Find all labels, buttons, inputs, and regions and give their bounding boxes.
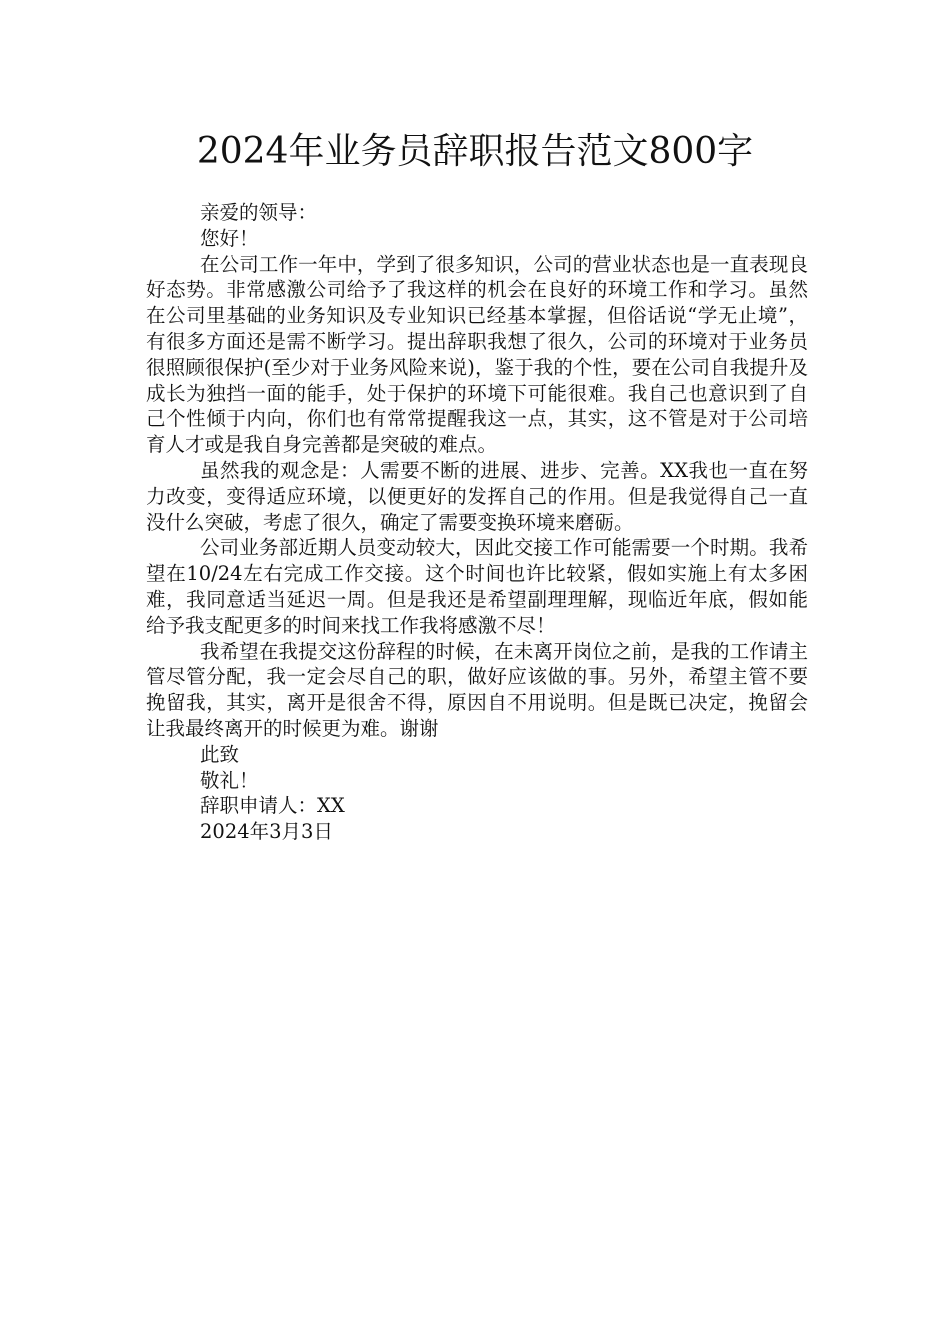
- salutation: 亲爱的领导：: [200, 201, 318, 224]
- closing-line-1: 此致: [200, 742, 240, 766]
- signature: 辞职申请人：XX: [200, 794, 345, 818]
- letter-body: [146, 200, 808, 845]
- document-title: 2024年业务员辞职报告范文800字: [196, 131, 754, 172]
- closing-line-2: 敬礼！: [200, 768, 259, 792]
- paragraph-2: 虽然我的观念是：人需要不断的进展、进步、完善。XX我也一直在努力改变，变得适应环境，以便更好的发挥自己的作用。但是我觉得自己一直没什么突破，考虑了很久，确定了需要变换环境来磨砺。: [146, 458, 808, 534]
- paragraph-1: 在公司工作一年中，学到了很多知识，公司的营业状态也是一直表现良好态势。非常感激公司给予了我这样的机会在良好的环境工作和学习。虽然在公司里基础的业务知识及专业知识已经基本掌握，但俗话说“学无止境”，有很多方面还是需不断学习。提出辞职我想了很久，公司的环境对于业务员很照顾很保护(至少对于业务风险来说)，鉴于我的个性，要在公司自我提升及成长为独挡一面的能手，处于保护的环境下可能很难。我自己也意识到了自己个性倾于内向，你们也有常常提醒我这一点，其实，这不管是对于公司培育人才或是我自身完善都是突破的难点。: [146, 252, 808, 457]
- paragraph-4: 我希望在我提交这份辞程的时候，在未离开岗位之前，是我的工作请主管尽管分配，我一定会尽自己的职，做好应该做的事。另外，希望主管不要挽留我，其实，离开是很舍不得，原因自不用说明。但是既已决定，挽留会让我最终离开的时候更为难。谢谢: [146, 639, 808, 740]
- paragraph-3: 公司业务部近期人员变动较大，因此交接工作可能需要一个时期。我希望在10/24左右完成工作交接。这个时间也许比较紧，假如实施上有太多困难，我同意适当延迟一周。但是我还是希望副理理解，现临近年底，假如能给予我支配更多的时间来找工作我将感激不尽！: [146, 536, 808, 637]
- date: 2024年3月3日: [200, 820, 333, 844]
- greeting: 您好！: [200, 226, 259, 250]
